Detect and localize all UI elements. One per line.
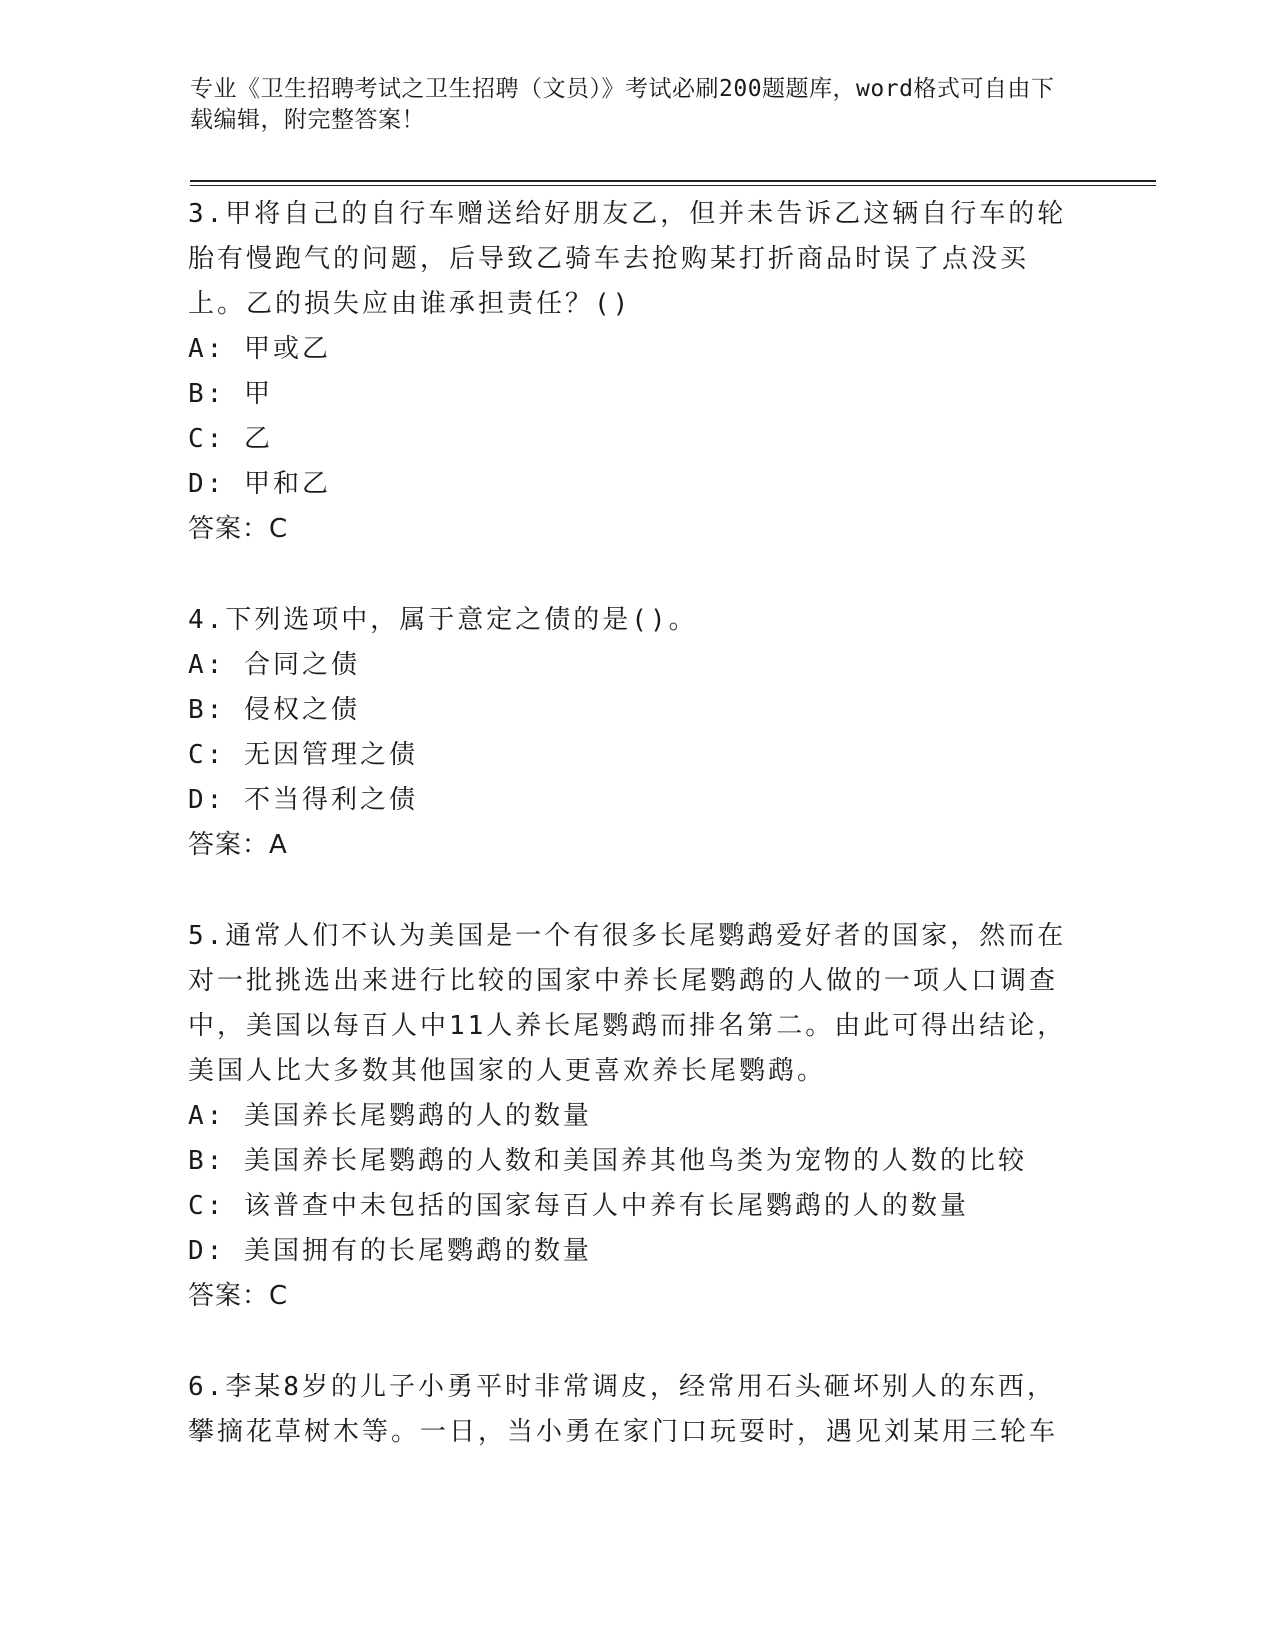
question-text: 4.下列选项中，属于意定之债的是()。 — [188, 605, 698, 635]
answer-line: 答案：A — [188, 830, 288, 860]
option-b: B: 甲 — [188, 379, 273, 409]
header-divider-thin — [190, 185, 1156, 186]
question-5 — [188, 914, 1068, 1319]
question-spacer — [188, 868, 1068, 914]
answer-line: 答案：C — [188, 1281, 289, 1311]
header-divider-thick — [190, 180, 1156, 182]
option-c: C: 无因管理之债 — [188, 740, 418, 770]
option-a: A: 甲或乙 — [188, 334, 331, 364]
answer-line: 答案：C — [188, 514, 289, 544]
option-d: D: 不当得利之债 — [188, 785, 418, 815]
question-spacer — [188, 552, 1068, 598]
question-spacer — [188, 1319, 1068, 1365]
option-a: A: 美国养长尾鹦鹉的人的数量 — [188, 1101, 592, 1131]
option-a: A: 合同之债 — [188, 650, 360, 680]
question-4 — [188, 598, 1068, 868]
question-list — [188, 192, 1068, 1455]
option-b: B: 美国养长尾鹦鹉的人数和美国养其他鸟类为宠物的人数的比较 — [188, 1146, 1027, 1176]
question-6 — [188, 1365, 1068, 1455]
question-text: 5.通常人们不认为美国是一个有很多长尾鹦鹉爱好者的国家，然而在对一批挑选出来进行比较的国家中养长尾鹦鹉的人做的一项人口调查中，美国以每百人中11人养长尾鹦鹉而排名第二。由此可得出结论，美国人比大多数其他国家的人更喜欢养长尾鹦鹉。 — [188, 921, 1067, 1086]
question-3 — [188, 192, 1068, 552]
document-header: 专业《卫生招聘考试之卫生招聘（文员）》考试必刷200题题库，word格式可自由下载编辑，附完整答案！ — [190, 76, 1055, 133]
option-c: C: 乙 — [188, 424, 273, 454]
question-text: 3.甲将自己的自行车赠送给好朋友乙，但并未告诉乙这辆自行车的轮胎有慢跑气的问题，后导致乙骑车去抢购某打折商品时误了点没买上。乙的损失应由谁承担责任？() — [188, 199, 1067, 319]
option-d: D: 甲和乙 — [188, 469, 331, 499]
question-text: 6.李某8岁的儿子小勇平时非常调皮，经常用石头砸坏别人的东西，攀摘花草树木等。一日，当小勇在家门口玩耍时，遇见刘某用三轮车 — [188, 1372, 1059, 1447]
option-c: C: 该普查中未包括的国家每百人中养有长尾鹦鹉的人的数量 — [188, 1191, 969, 1221]
option-b: B: 侵权之债 — [188, 695, 360, 725]
option-d: D: 美国拥有的长尾鹦鹉的数量 — [188, 1236, 592, 1266]
